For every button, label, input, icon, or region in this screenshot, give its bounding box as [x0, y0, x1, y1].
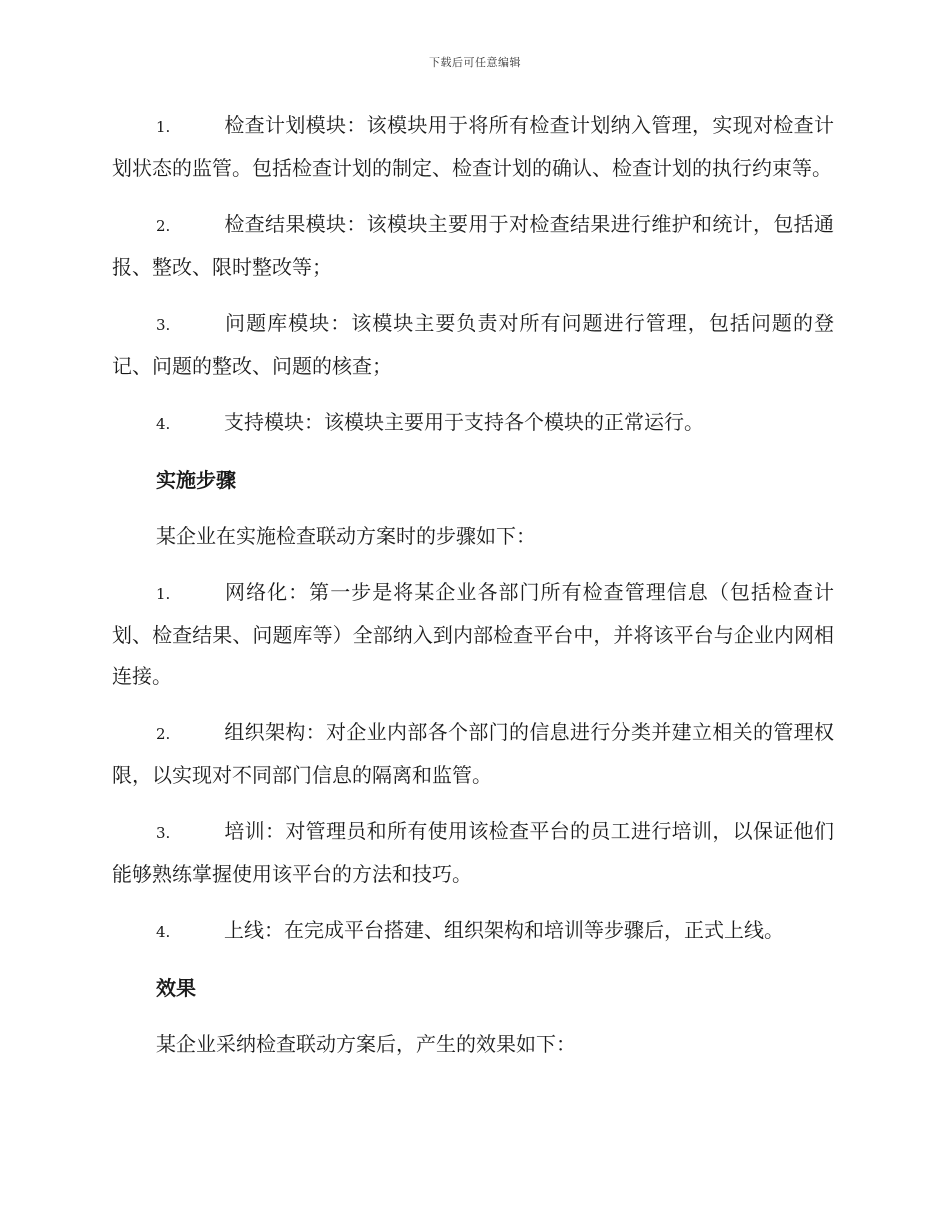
module-item-3 — [112, 303, 834, 387]
list-number: 4. — [156, 415, 171, 433]
list-item-text: 检查结果模块：该模块主要用于对检查结果进行维护和统计，包括通报、整改、限时整改等； — [112, 212, 834, 279]
step-item-2 — [112, 712, 834, 796]
step-item-1 — [112, 572, 834, 697]
list-item-text: 上线：在完成平台搭建、组织架构和培训等步骤后，正式上线。 — [224, 918, 784, 942]
list-number: 3. — [156, 316, 171, 334]
list-item-text: 网络化：第一步是将某企业各部门所有检查管理信息（包括检查计划、检查结果、问题库等）全部纳入到内部检查平台中，并将该平台与企业内网相连接。 — [112, 580, 834, 688]
list-number: 2. — [156, 725, 171, 743]
list-number: 4. — [156, 923, 171, 941]
page-header: 下载后可任意编辑 — [429, 56, 521, 69]
list-item-text: 支持模块：该模块主要用于支持各个模块的正常运行。 — [224, 410, 704, 434]
step-item-4 — [112, 910, 834, 953]
module-item-4 — [112, 402, 834, 445]
document-body — [112, 105, 834, 1080]
section-heading-steps: 实施步骤 — [156, 468, 236, 492]
list-number: 1. — [156, 585, 171, 603]
module-item-2 — [112, 204, 834, 288]
step-item-3 — [112, 811, 834, 895]
list-item-text: 组织架构：对企业内部各个部门的信息进行分类并建立相关的管理权限，以实现对不同部门信息的隔离和监管。 — [112, 720, 834, 787]
list-number: 1. — [156, 118, 171, 136]
list-item-text: 培训：对管理员和所有使用该检查平台的员工进行培训，以保证他们能够熟练掌握使用该平台的方法和技巧。 — [112, 819, 834, 886]
module-item-1 — [112, 105, 834, 189]
list-item-text: 检查计划模块：该模块用于将所有检查计划纳入管理，实现对检查计划状态的监管。包括检查计划的制定、检查计划的确认、检查计划的执行约束等。 — [112, 113, 834, 180]
section-heading-effects: 效果 — [156, 976, 196, 1000]
list-number: 2. — [156, 217, 171, 235]
effects-intro: 某企业采纳检查联动方案后，产生的效果如下： — [156, 1032, 576, 1056]
list-item-text: 问题库模块：该模块主要负责对所有问题进行管理，包括问题的登记、问题的整改、问题的核查； — [112, 311, 834, 378]
list-number: 3. — [156, 824, 171, 842]
steps-intro: 某企业在实施检查联动方案时的步骤如下： — [156, 524, 536, 548]
